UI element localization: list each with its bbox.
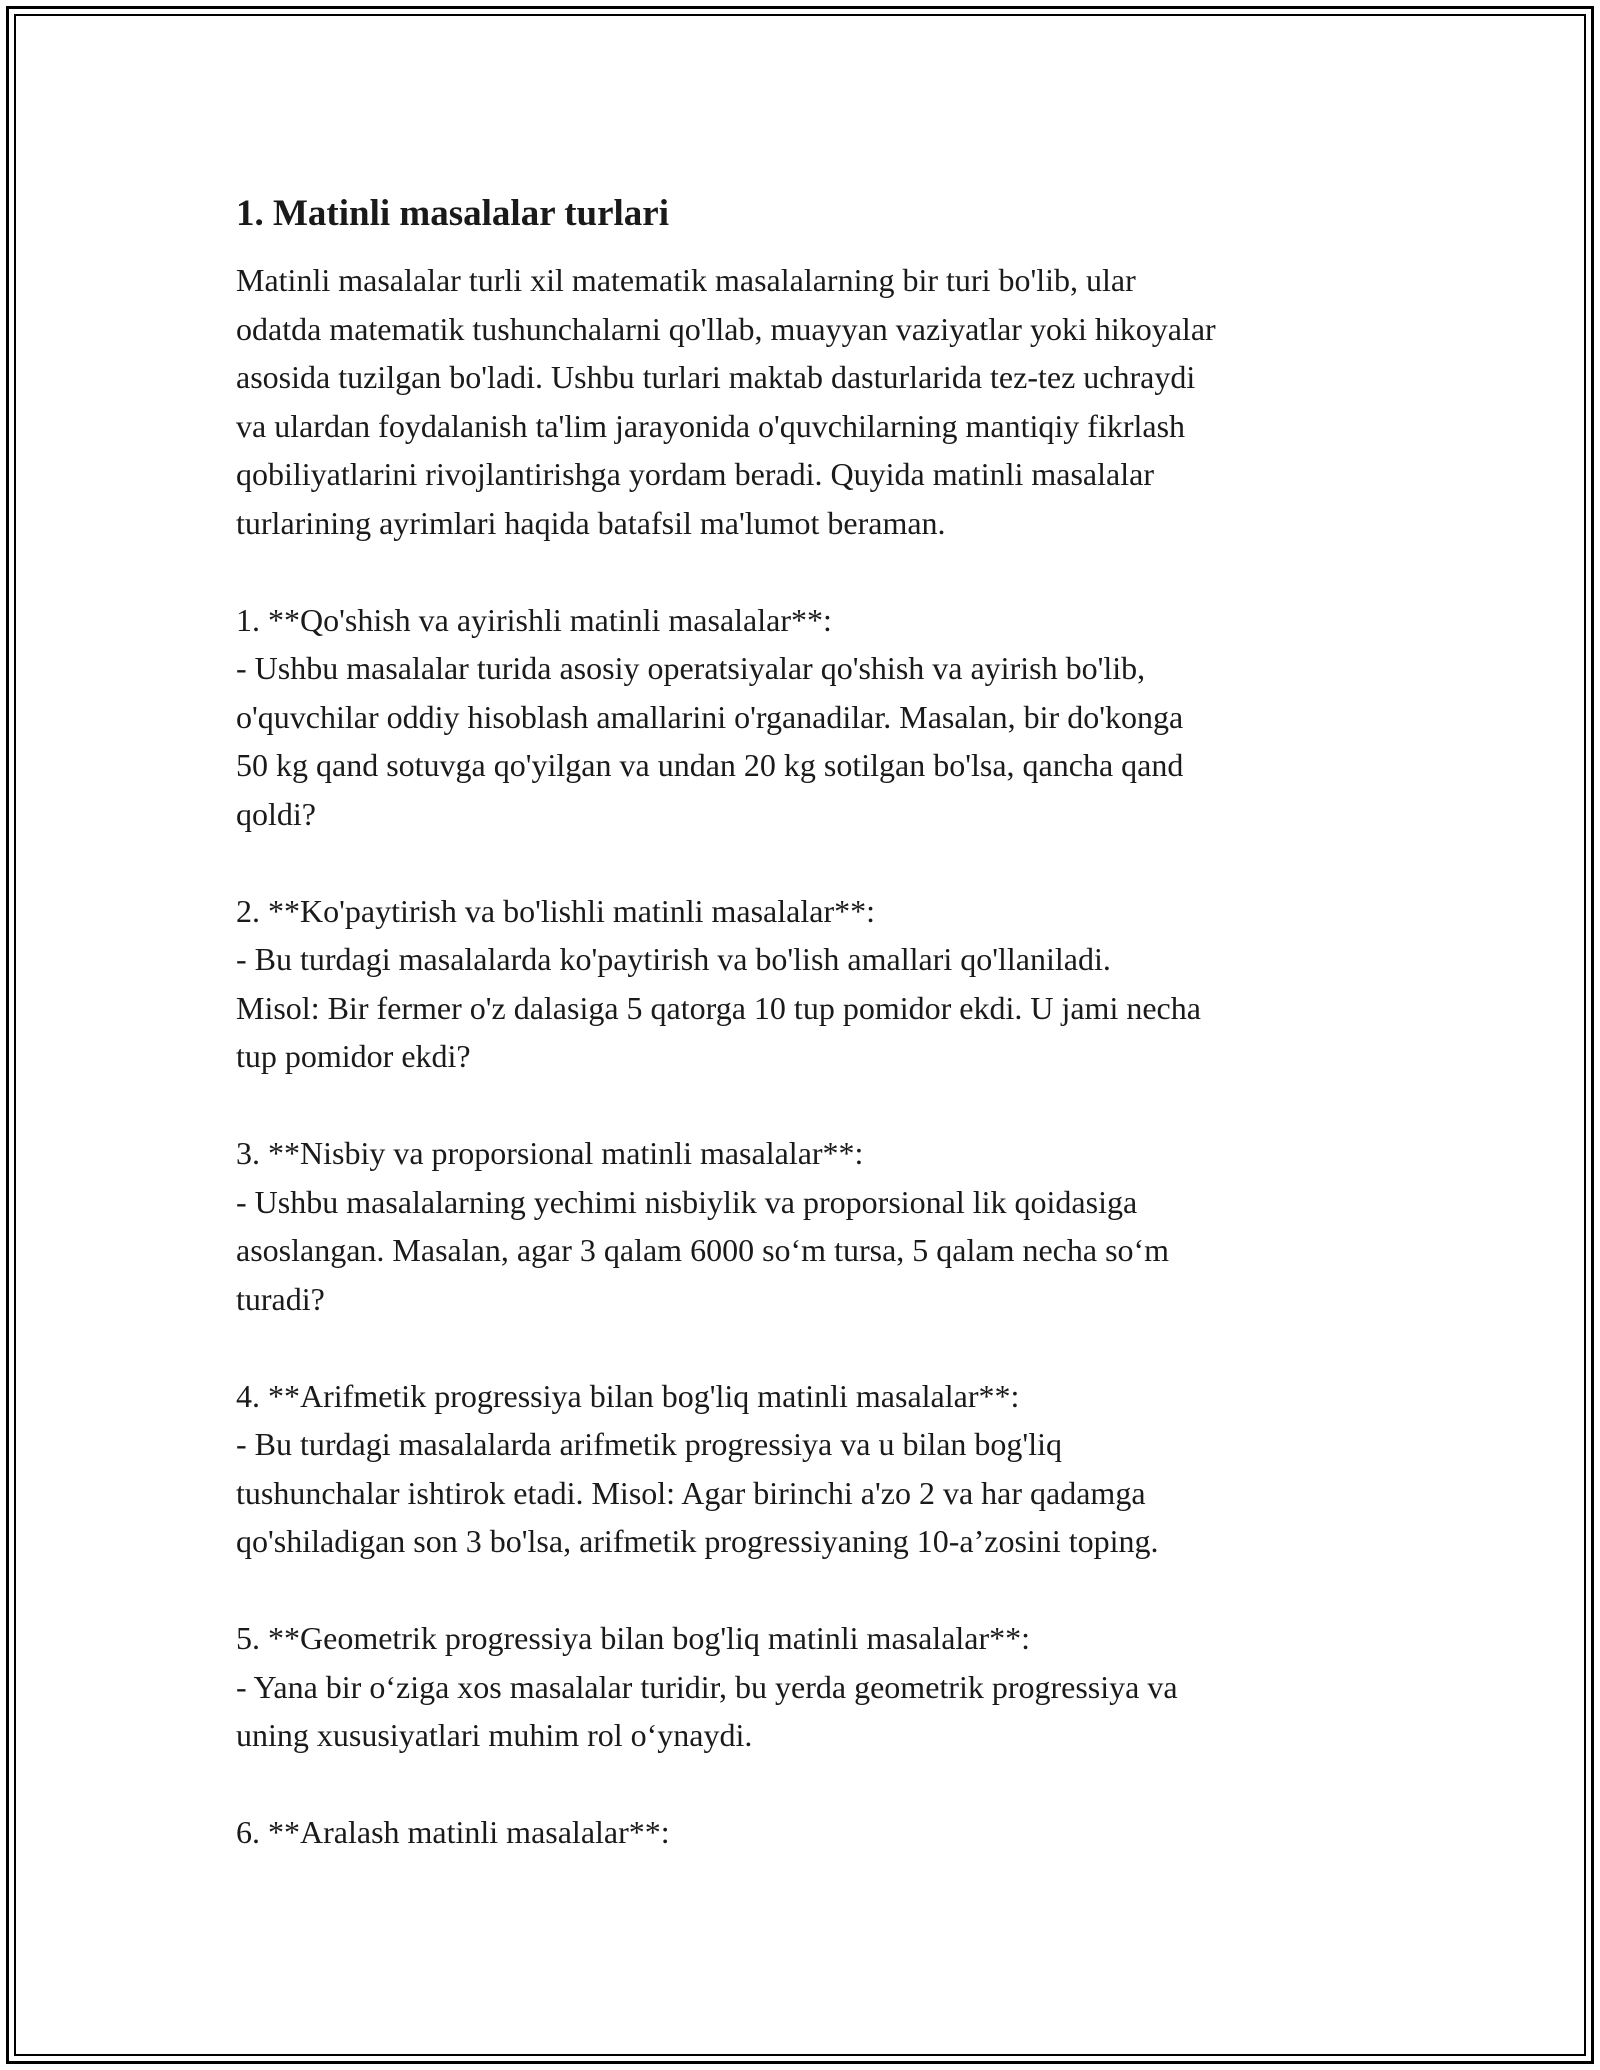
list-item	[236, 1129, 1386, 1323]
intro-paragraph: Matinli masalalar turli xil matematik masalalarning bir turi bo'lib, ular odatda matematik tushunchalarni qo'llab, muayyan vaziyatlar yoki hikoyalar asosida tuzilgan bo'ladi. Ushbu turlari maktab dasturlarida tez-tez uchraydi va ulardan foydalanish ta'lim jarayonida o'quvchilarning mantiqiy fikrlash qobiliyatlarini rivojlantirishga yordam beradi. Quyida matinli masalalar turlarining ayrimlari haqida batafsil ma'lumot beraman.	[236, 262, 1216, 541]
paragraph-spacer	[236, 1323, 1386, 1372]
list-item-body: - Ushbu masalalarning yechimi nisbiylik va proporsional lik qoidasiga asoslangan. Masalan, agar 3 qalam 6000 so‘m tursa, 5 qalam necha so‘m turadi?	[236, 1183, 1170, 1317]
paragraph-spacer	[236, 1566, 1386, 1615]
paragraph-spacer	[236, 1081, 1386, 1130]
list-item	[236, 596, 1386, 839]
list-item	[236, 887, 1386, 1081]
list-item-title: 5. **Geometrik progressiya bilan bog'liq matinli masalalar**:	[236, 1620, 1031, 1656]
list-item-body: - Ushbu masalalar turida asosiy operatsiyalar qo'shish va ayirish bo'lib, o'quvchilar oddiy hisoblash amallarini o'rganadilar. Masalan, bir do'konga 50 kg qand sotuvga qo'yilgan va undan 20 kg sotilgan bo'lsa, qancha qand qoldi?	[236, 650, 1184, 832]
list-item-body: - Yana bir o‘ziga xos masalalar turidir, bu yerda geometrik progressiya va uning xususiyatlari muhim rol o‘ynaydi.	[236, 1668, 1178, 1753]
list-item-title: 3. **Nisbiy va proporsional matinli masalalar**:	[236, 1135, 864, 1171]
list-item-title: 2. **Ko'paytirish va bo'lishli matinli masalalar**:	[236, 892, 875, 929]
paragraph-spacer	[236, 547, 1386, 596]
document-body	[236, 186, 1386, 1857]
section-heading: 1. Matinli masalalar turlari	[236, 193, 669, 234]
list-item-title: 4. **Arifmetik progressiya bilan bog'liq matinli masalalar**:	[236, 1377, 1020, 1414]
paragraph-spacer	[236, 838, 1386, 887]
list-item	[236, 1372, 1386, 1566]
list-item-title: 6. **Aralash matinli masalalar**:	[236, 1814, 670, 1850]
paragraph-spacer	[236, 1760, 1386, 1809]
list-item	[236, 1808, 1386, 1857]
list-item-title: 1. **Qo'shish va ayirishli matinli masalalar**:	[236, 601, 832, 638]
list-item-body: - Bu turdagi masalalarda arifmetik progressiya va u bilan bog'liq tushunchalar ishtirok etadi. Misol: Agar birinchi a'zo 2 va har qadamga qo'shiladigan son 3 bo'lsa, arifmetik progressiyaning 10-a’zosini toping.	[236, 1426, 1159, 1559]
list-item-body: - Bu turdagi masalalarda ko'paytirish va bo'lish amallari qo'llaniladi. Misol: Bir fermer o'z dalasiga 5 qatorga 10 tup pomidor ekdi. U jami necha tup pomidor ekdi?	[236, 941, 1201, 1074]
list-item	[236, 1614, 1386, 1760]
